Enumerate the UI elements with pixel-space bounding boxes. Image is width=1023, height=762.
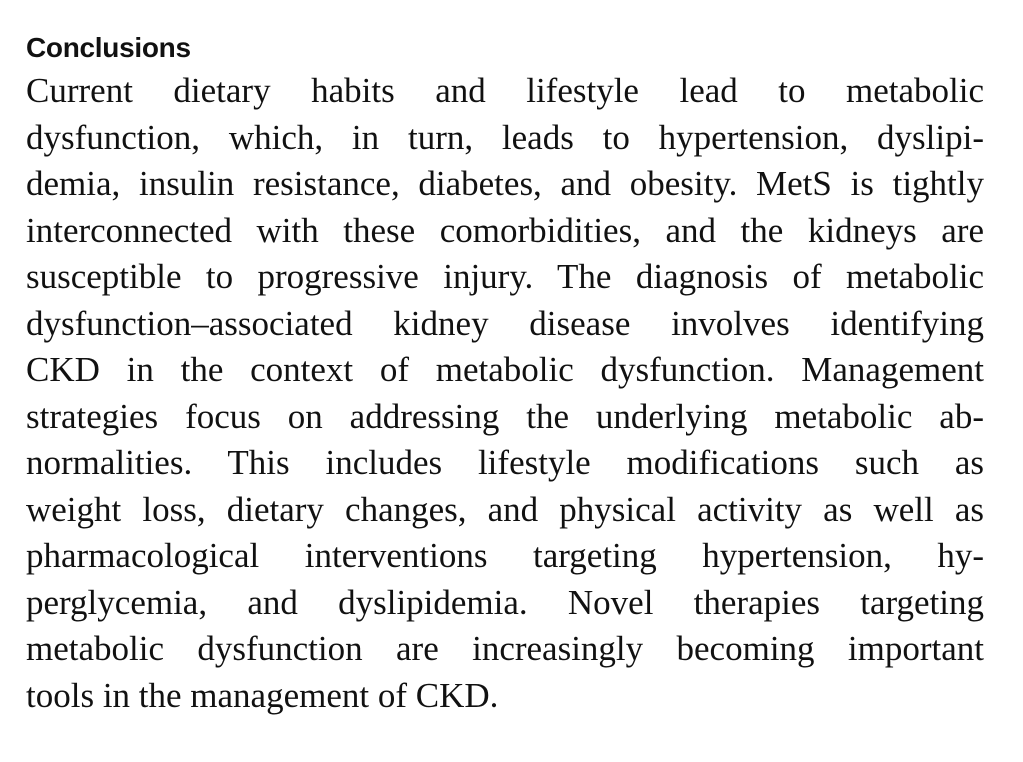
paragraph-line: weight loss, dietary changes, and physical activity as well as: [26, 489, 984, 529]
paragraph-line: perglycemia, and dyslipidemia. Novel therapies targeting: [26, 582, 984, 622]
paragraph-line: strategies focus on addressing the underlying metabolic ab-: [26, 396, 984, 436]
conclusions-paragraph: [26, 68, 984, 719]
paragraph-line: normalities. This includes lifestyle modifications such as: [26, 443, 984, 482]
conclusions-section: [26, 28, 984, 719]
paragraph-line: demia, insulin resistance, diabetes, and obesity. MetS is tightly: [26, 164, 984, 203]
paragraph-line: pharmacological interventions targeting hypertension, hy-: [26, 536, 984, 575]
paragraph-line: dysfunction, which, in turn, leads to hypertension, dyslipi-: [26, 117, 984, 157]
section-heading: Conclusions: [26, 32, 191, 63]
paragraph-line: susceptible to progressive injury. The diagnosis of metabolic: [26, 257, 984, 296]
paragraph-line: interconnected with these comorbidities, and the kidneys are: [26, 210, 984, 250]
paragraph-line: metabolic dysfunction are increasingly becoming important: [26, 629, 984, 668]
paragraph-line: Current dietary habits and lifestyle lead to metabolic: [26, 71, 984, 110]
paragraph-line: dysfunction–associated kidney disease involves identifying: [26, 303, 984, 343]
paragraph-line: CKD in the context of metabolic dysfunction. Management: [26, 350, 984, 389]
paragraph-line: tools in the management of CKD.: [26, 675, 499, 715]
